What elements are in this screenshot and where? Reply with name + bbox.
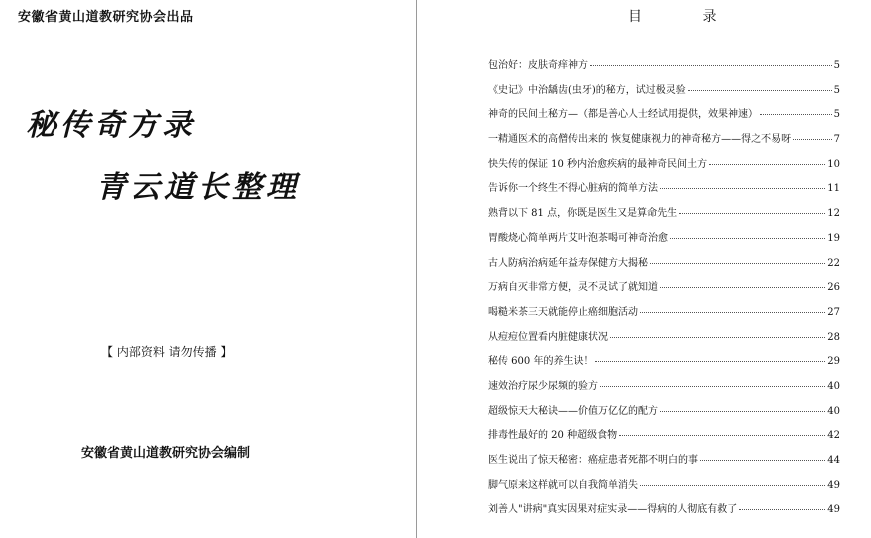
toc-entry-title: 医生说出了惊天秘密：癌症患者死都不明白的事 bbox=[488, 455, 698, 466]
book-title: 秘传奇方录 bbox=[26, 108, 196, 143]
toc-entry-page: 22 bbox=[827, 257, 840, 269]
toc-entry-page: 42 bbox=[827, 430, 840, 442]
toc-entry-page: 29 bbox=[827, 356, 840, 368]
toc-entry-title: 熟背以下 81 点，你既是医生又是算命先生 bbox=[488, 208, 678, 220]
toc-entry-title: 万病自灭非常方便，灵不灵试了就知道 bbox=[488, 282, 658, 294]
toc-entry[interactable] bbox=[488, 377, 840, 402]
toc-entry-page: 28 bbox=[827, 331, 840, 343]
toc-entry[interactable] bbox=[488, 130, 840, 155]
toc-dot-leader bbox=[709, 164, 825, 165]
toc-entry-page: 49 bbox=[827, 504, 840, 516]
toc-entry-title: 刘善人"讲病"真实因果对症实录——得病的人彻底有救了 bbox=[488, 504, 738, 516]
toc-entry[interactable] bbox=[488, 81, 840, 106]
toc-entry-page: 40 bbox=[827, 405, 840, 417]
toc-entry-page: 12 bbox=[827, 208, 840, 220]
internal-notice: 【 内部资料 请勿传播 】 bbox=[101, 345, 233, 359]
toc-entry[interactable] bbox=[488, 254, 840, 279]
toc-dot-leader bbox=[760, 114, 832, 115]
toc-entry[interactable] bbox=[488, 476, 840, 501]
book-author: 青云道长整理 bbox=[96, 170, 300, 205]
toc-entry[interactable] bbox=[488, 402, 840, 427]
toc-entry-page: 27 bbox=[827, 306, 840, 318]
publisher-line: 安徽省黄山道教研究协会出品 bbox=[18, 10, 194, 25]
toc-entry-page: 7 bbox=[833, 134, 840, 146]
toc-dot-leader bbox=[600, 386, 825, 387]
toc-entry-title: 古人防病治病延年益寿保健方大揭秘 bbox=[488, 257, 648, 269]
toc-entry-title: 排毒性最好的 20 种超级食物 bbox=[488, 430, 618, 442]
toc-entry-page: 19 bbox=[827, 232, 840, 244]
toc-entry[interactable] bbox=[488, 155, 840, 180]
toc-entry[interactable] bbox=[488, 204, 840, 229]
toc-entry-page: 10 bbox=[827, 158, 840, 170]
toc-entry-page: 26 bbox=[827, 282, 840, 294]
toc-entry-title: 从痘痘位置看内脏健康状况 bbox=[488, 331, 608, 343]
toc-entry-title: 神奇的民间土秘方—（都是善心人士经试用提供，效果神速） bbox=[488, 109, 758, 121]
toc-dot-leader bbox=[688, 90, 832, 91]
toc-entry-page: 5 bbox=[833, 60, 840, 71]
toc-heading: 目 录 bbox=[628, 9, 745, 25]
toc-dot-leader bbox=[679, 213, 825, 214]
toc-entry[interactable] bbox=[488, 500, 840, 525]
toc-entry[interactable] bbox=[488, 278, 840, 303]
toc-entry[interactable] bbox=[488, 105, 840, 130]
toc-entry-page: 5 bbox=[833, 84, 840, 96]
toc-dot-leader bbox=[650, 263, 825, 264]
toc-dot-leader bbox=[739, 509, 825, 510]
page-divider bbox=[416, 0, 417, 538]
toc-entry-title: 告诉你一个终生不得心脏病的简单方法 bbox=[488, 183, 658, 195]
toc-entry[interactable] bbox=[488, 451, 840, 476]
toc-entry-page: 44 bbox=[827, 455, 840, 466]
toc-dot-leader bbox=[619, 435, 825, 436]
toc-dot-leader bbox=[670, 238, 825, 239]
toc-entry[interactable] bbox=[488, 303, 840, 328]
toc-entry[interactable] bbox=[488, 426, 840, 451]
toc-dot-leader bbox=[660, 411, 825, 412]
toc-dot-leader bbox=[595, 361, 825, 362]
toc-dot-leader bbox=[640, 312, 825, 313]
toc-entry-title: 超级惊天大秘诀——价值万亿亿的配方 bbox=[488, 405, 658, 417]
toc-entry-title: 喝糙米茶三天就能停止癌细胞活动 bbox=[488, 306, 638, 318]
toc-dot-leader bbox=[640, 485, 825, 486]
toc-entry-page: 40 bbox=[827, 380, 840, 392]
toc-entry[interactable] bbox=[488, 352, 840, 377]
toc-entry[interactable] bbox=[488, 229, 840, 254]
toc-list bbox=[488, 56, 840, 525]
toc-dot-leader bbox=[700, 460, 825, 461]
toc-entry-page: 5 bbox=[833, 109, 840, 121]
toc-entry-title: 秘传 600 年的养生诀！ bbox=[488, 356, 594, 368]
toc-entry[interactable] bbox=[488, 179, 840, 204]
toc-dot-leader bbox=[793, 139, 831, 140]
toc-entry-title: 《史记》中治龋齿(虫牙)的秘方，试过极灵验 bbox=[488, 84, 686, 96]
toc-entry[interactable] bbox=[488, 56, 840, 81]
toc-entry-title: 速效治疗尿少尿频的验方 bbox=[488, 380, 598, 392]
toc-entry-title: 脚气原来这样就可以自我简单消失 bbox=[488, 479, 638, 491]
toc-dot-leader bbox=[660, 188, 825, 189]
toc-entry-title: 快失传的保证 10 秒内治愈疾病的最神奇民间土方 bbox=[488, 158, 708, 170]
toc-entry-title: 包治好：皮肤奇痒神方 bbox=[488, 60, 588, 71]
toc-entry-title: 一精通医术的高僧传出来的 恢复健康视力的神奇秘方——得之不易呀 bbox=[488, 134, 792, 146]
compiled-by-line: 安徽省黄山道教研究协会编制 bbox=[81, 446, 251, 461]
toc-dot-leader bbox=[610, 337, 825, 338]
toc-entry[interactable] bbox=[488, 328, 840, 353]
toc-entry-title: 胃酸烧心简单两片艾叶泡茶喝可神奇治愈 bbox=[488, 232, 668, 244]
toc-entry-page: 11 bbox=[827, 183, 840, 195]
toc-dot-leader bbox=[590, 65, 832, 66]
toc-dot-leader bbox=[660, 287, 825, 288]
toc-entry-page: 49 bbox=[827, 479, 840, 491]
